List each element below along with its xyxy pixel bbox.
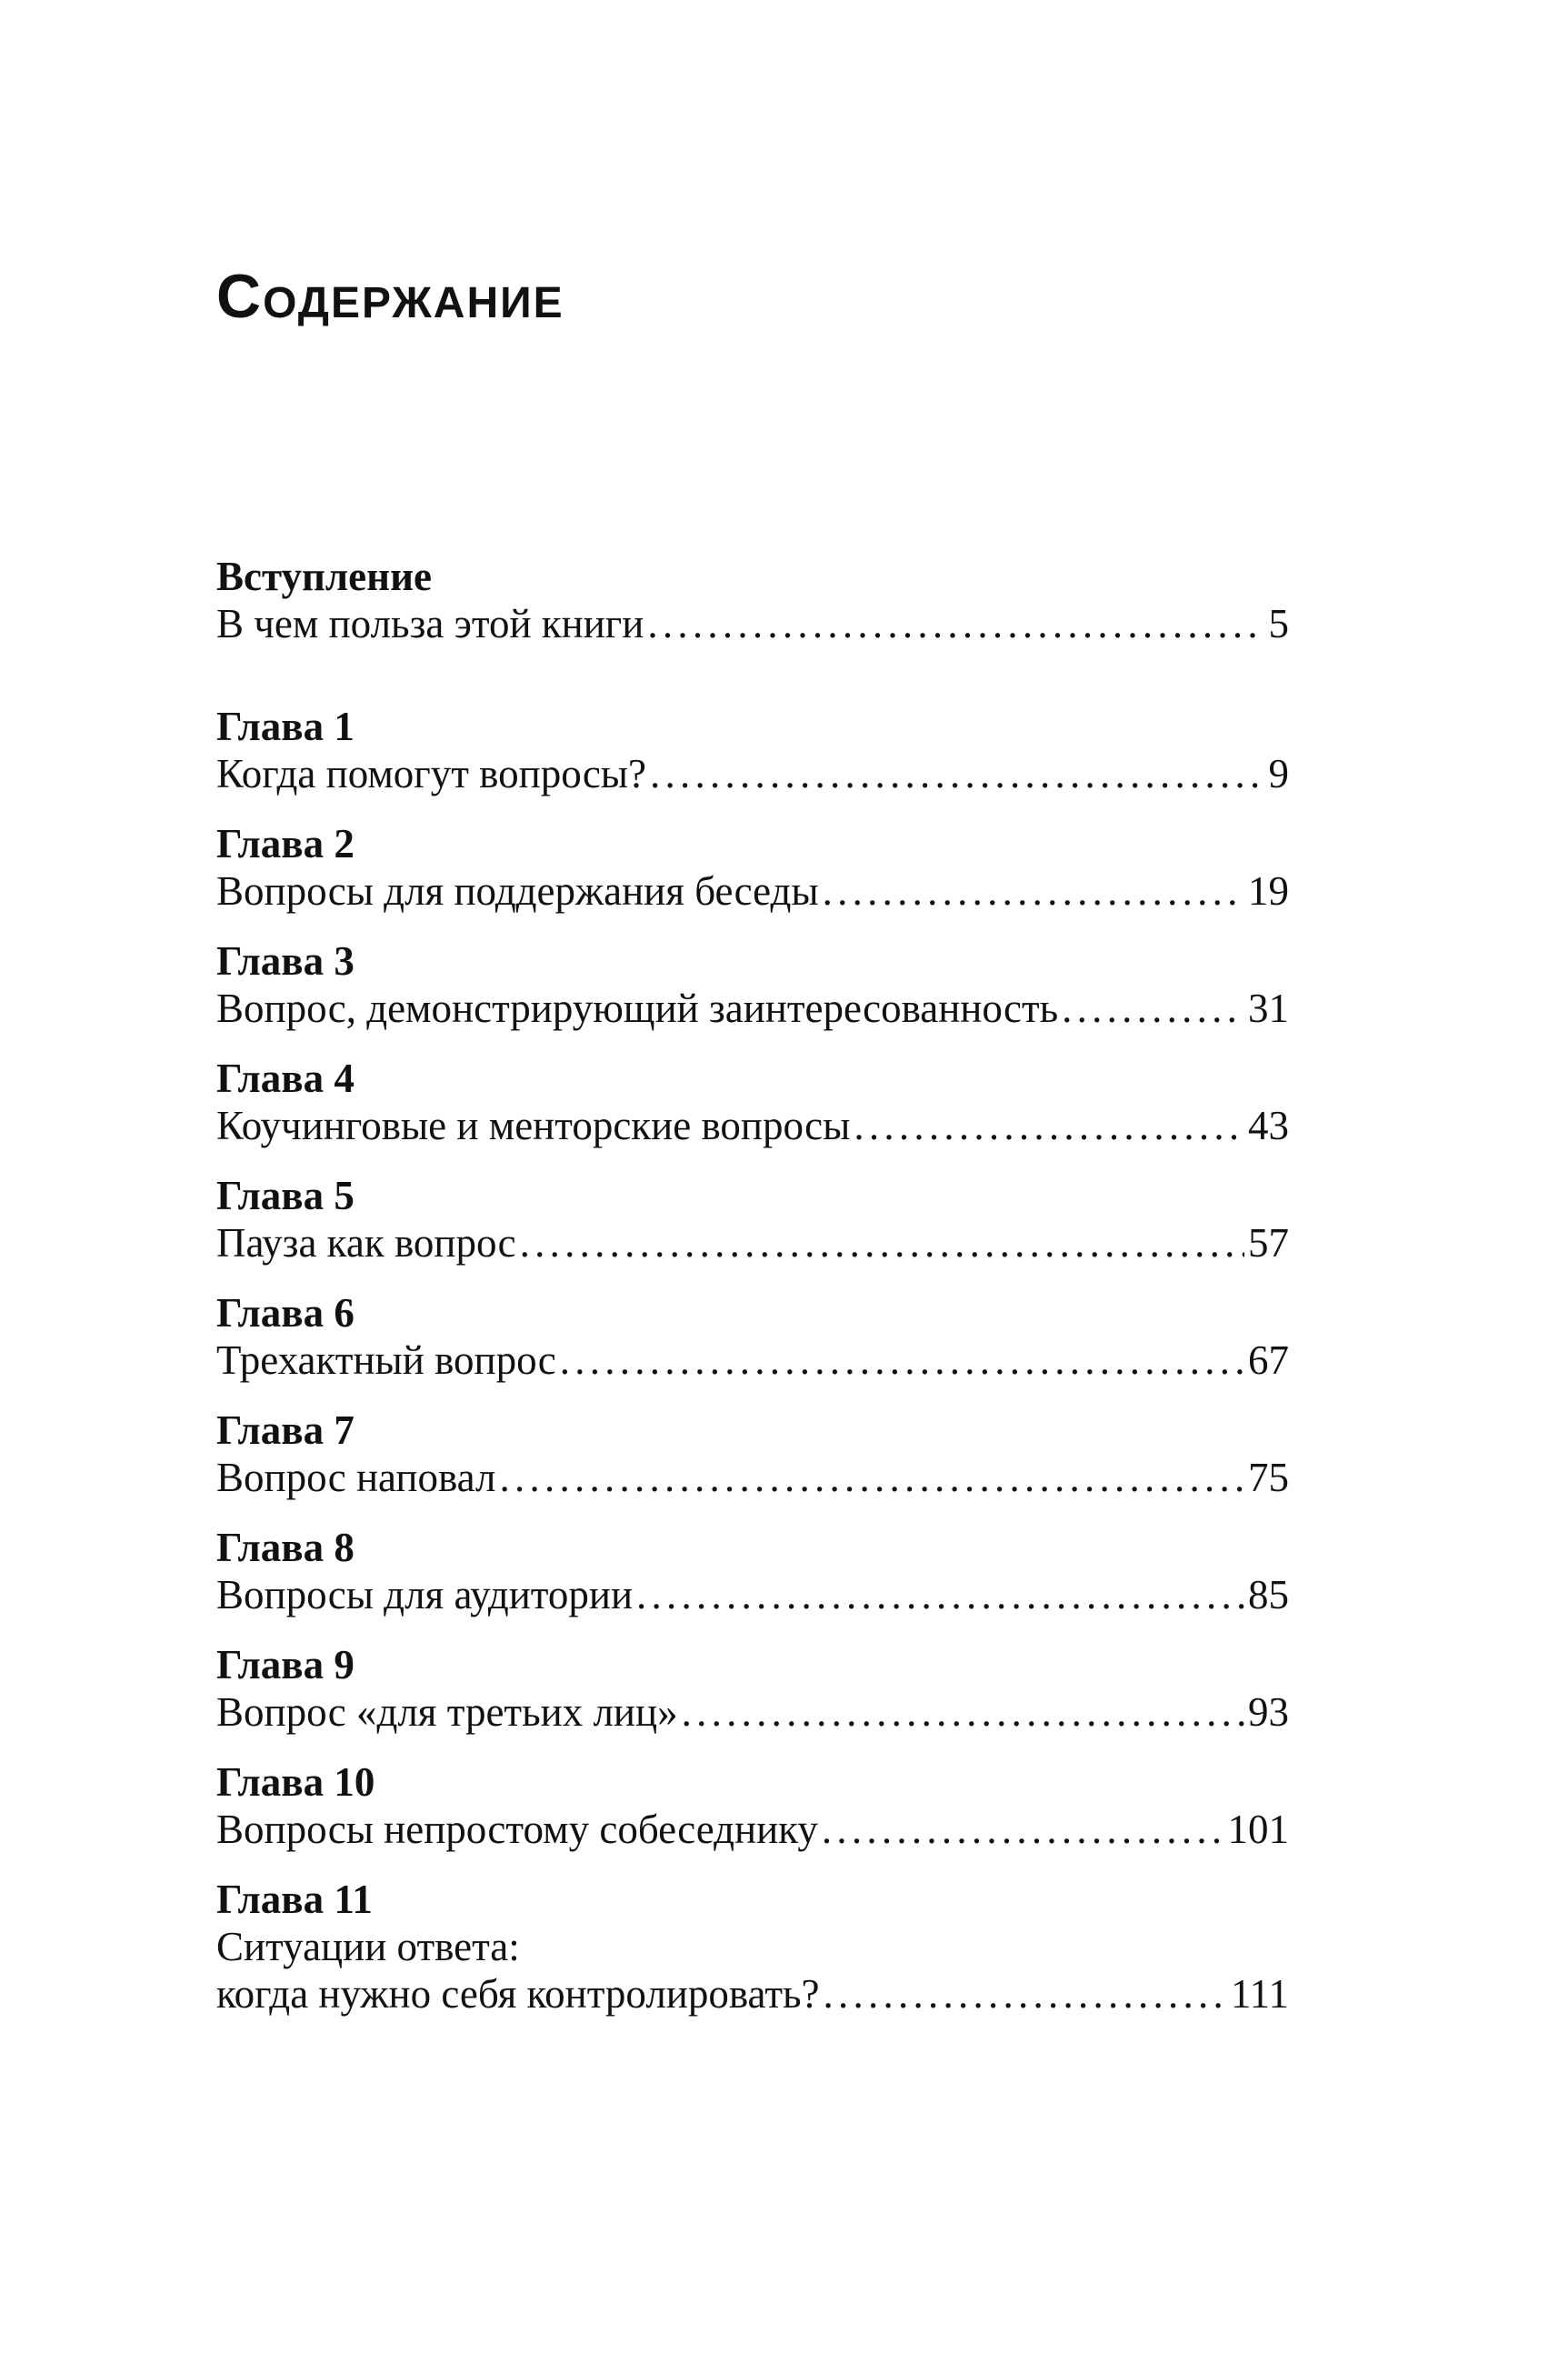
toc-entry-chapter-6 [216, 1289, 1289, 1384]
toc-entry-chapter-5 [216, 1172, 1289, 1267]
toc-entry-chapter-7 [216, 1407, 1289, 1501]
toc-entry-line[interactable] [216, 1337, 1289, 1384]
toc-entry-line[interactable] [216, 750, 1289, 797]
dot-leader [636, 1571, 1244, 1618]
toc-entry-title: Трехактный вопрос [216, 1337, 556, 1383]
toc-entry-page-number: 75 [1248, 1455, 1289, 1500]
toc-entry-title: Вопросы непростому собеседнику [216, 1807, 818, 1852]
toc-entry-line[interactable] [216, 1571, 1289, 1618]
dot-leader [650, 750, 1264, 797]
toc-entry-label: Глава 6 [216, 1290, 355, 1336]
toc-entry-page-number: 85 [1248, 1572, 1289, 1617]
toc-entry-page-number: 9 [1268, 751, 1289, 796]
toc-entry-chapter-2 [216, 820, 1289, 915]
toc-entry-page-number: 101 [1227, 1807, 1289, 1852]
toc-entry-line[interactable] [216, 1102, 1289, 1149]
page-title: Содержание [216, 262, 564, 331]
toc-entry-chapter-10 [216, 1758, 1289, 1853]
toc-entry-chapter-11 [216, 1876, 1289, 2018]
dot-leader [647, 600, 1264, 647]
dot-leader [520, 1219, 1244, 1267]
toc-entry-title: Вопрос наповал [216, 1455, 496, 1500]
toc-entry-chapter-8 [216, 1524, 1289, 1618]
toc-entry-label: Вступление [216, 554, 432, 599]
dot-leader [824, 1970, 1227, 2018]
toc-entry-line[interactable] [216, 867, 1289, 915]
dot-leader [499, 1454, 1244, 1501]
toc-entry-label: Глава 10 [216, 1759, 375, 1805]
dot-leader [682, 1688, 1244, 1736]
toc-entry-introduction [216, 553, 1289, 647]
dot-leader [560, 1337, 1244, 1384]
dot-leader [822, 1806, 1224, 1853]
toc-entry-page-number: 93 [1248, 1689, 1289, 1735]
toc-entry-title: Вопрос, демонстрирующий заинтересованность [216, 986, 1059, 1031]
toc-entry-line[interactable] [216, 600, 1289, 647]
toc-entry-title: Пауза как вопрос [216, 1220, 516, 1266]
toc-entry-chapter-4 [216, 1055, 1289, 1149]
toc-entry-label: Глава 9 [216, 1642, 355, 1687]
toc-entry-label: Глава 1 [216, 704, 355, 749]
toc-entry-line[interactable] [216, 1454, 1289, 1501]
toc-entry-page-number: 57 [1248, 1220, 1289, 1266]
toc-entry-title: когда нужно себя контролировать? [216, 1971, 820, 2017]
dot-leader [854, 1102, 1244, 1149]
toc-entry-line[interactable] [216, 1970, 1289, 2018]
toc-entry-title-first-line: Ситуации ответа: [216, 1924, 520, 1969]
toc-entry-label: Глава 8 [216, 1525, 355, 1570]
toc-entry-line[interactable] [216, 1688, 1289, 1736]
toc-entry-chapter-9 [216, 1641, 1289, 1736]
toc-entry-label: Глава 3 [216, 938, 355, 984]
table-of-contents [216, 553, 1289, 2040]
toc-entry-line[interactable] [216, 985, 1289, 1032]
toc-entry-title: В чем польза этой книги [216, 601, 644, 646]
toc-entry-chapter-1 [216, 703, 1289, 797]
dot-leader [1062, 985, 1244, 1032]
toc-entry-page-number: 111 [1230, 1971, 1289, 2017]
toc-entry-page-number: 31 [1248, 986, 1289, 1031]
toc-entry-page-number: 43 [1248, 1103, 1289, 1148]
toc-entry-title: Коучинговые и менторские вопросы [216, 1103, 851, 1148]
toc-entry-title: Когда помогут вопросы? [216, 751, 647, 796]
toc-entry-chapter-3 [216, 937, 1289, 1032]
toc-entry-label: Глава 11 [216, 1877, 373, 1922]
toc-entry-label: Глава 5 [216, 1173, 355, 1218]
toc-entry-line[interactable] [216, 1806, 1289, 1853]
toc-entry-page-number: 19 [1248, 868, 1289, 914]
toc-entry-page-number: 5 [1268, 601, 1289, 646]
dot-leader [823, 867, 1244, 915]
toc-entry-title: Вопросы для аудитории [216, 1572, 634, 1617]
toc-entry-title: Вопросы для поддержания беседы [216, 868, 819, 914]
toc-entry-label: Глава 4 [216, 1056, 355, 1101]
toc-entry-label: Глава 7 [216, 1407, 355, 1453]
toc-entry-page-number: 67 [1248, 1337, 1289, 1383]
toc-entry-label: Глава 2 [216, 821, 355, 866]
toc-entry-title: Вопрос «для третьих лиц» [216, 1689, 678, 1735]
toc-entry-line[interactable] [216, 1219, 1289, 1267]
